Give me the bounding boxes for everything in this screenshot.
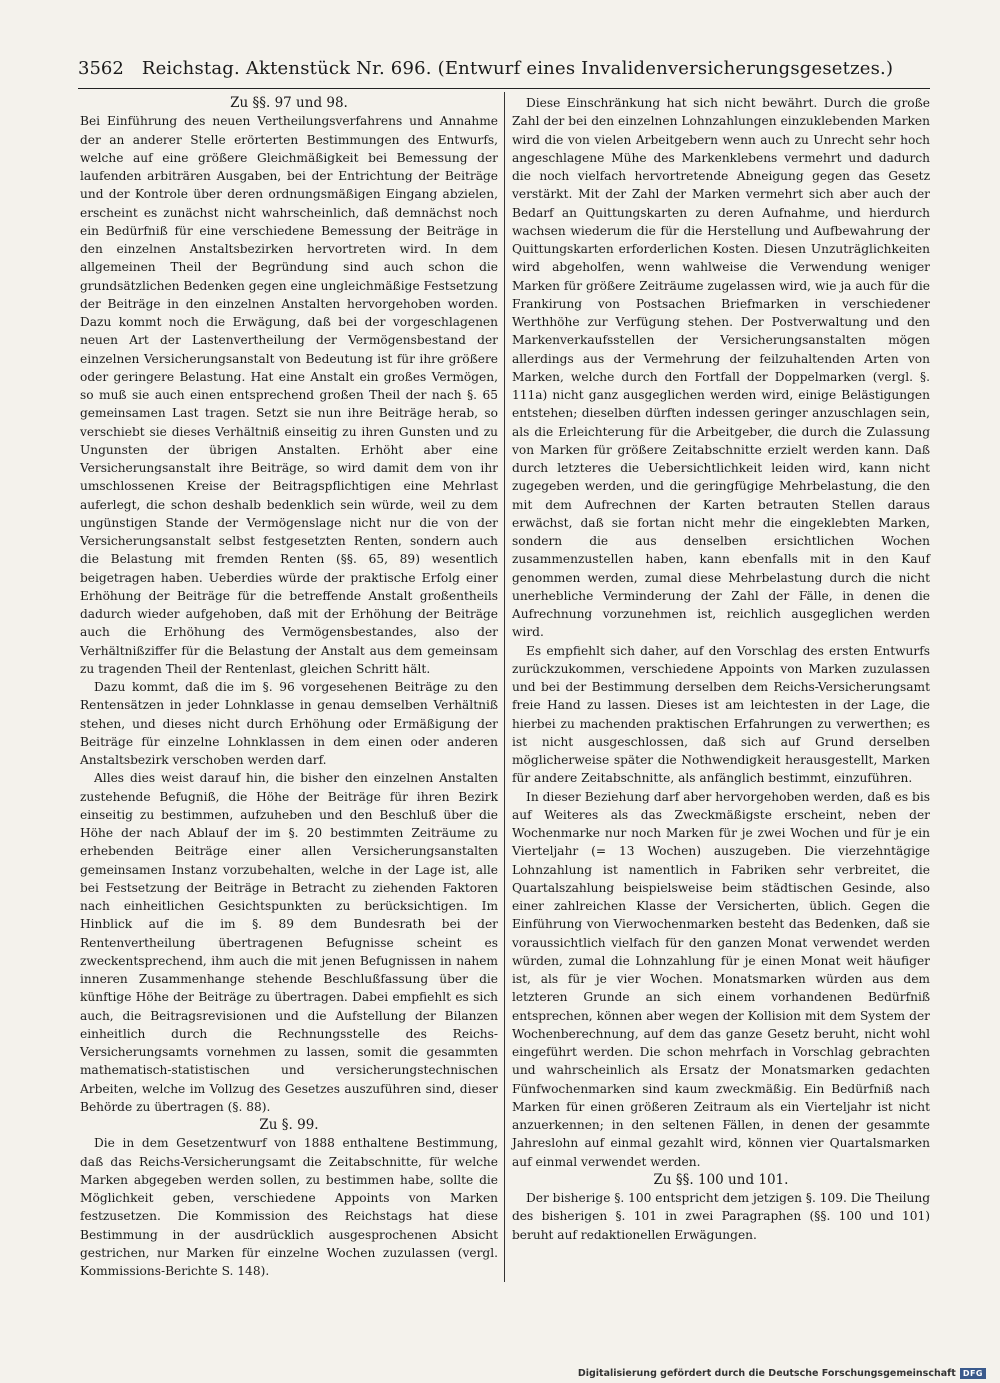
paragraph: In dieser Beziehung darf aber hervorgehoben werden, daß es bis auf Weiteres als das Zweckmäßigste erscheint, neben der Wochenmarke nur noch Marken für je zwei Wochen und für je ein Vierteljahr (= 13 Wochen) auszugeben. Die vierzehntägige Lohnzahlung ist namentlich in Fabriken sehr verbreitet, die Quartalszahlung beispielsweise beim städtischen Gesinde, also einer zahlreichen Klasse der Versicherten, üblich. Gegen die Einführung von Vierwochenmarken besteht das Bedenken, daß sie voraussichtlich vielfach für den ganzen Monat verwendet werden würden, zumal die Lohnzahlung für je einen Monat weit häufiger ist, als für je vier Wochen. Monatsmarken würden aus dem letzteren Grunde an sich einem vorhandenen Bedürfniß entsprechen, können aber wegen der Kollision mit dem System der Wochenberechnung, auf dem das ganze Gesetz beruht, nicht wohl eingeführt werden. Die schon mehrfach in Vorschlag gebrachten und wahrscheinlich als Ersatz der Monatsmarken gedachten Fünfwochenmarken sind kaum zweckmäßig. Ein Bedürfniß nach Marken für einen größeren Zeitraum als ein Vierteljahr ist nicht anzuerkennen; in den seltenen Fällen, in denen der gesammte Jahreslohn auf einmal gezahlt wird, können vier Quartalsmarken auf einmal verwendet werden. [512, 789, 930, 1169]
right-column [512, 94, 930, 1244]
paragraph: Die in dem Gesetzentwurf von 1888 enthaltene Bestimmung, daß das Reichs-Versicherungsamt die Zeitabschnitte, für welche Marken abgegeben werden sollen, zu bestimmen habe, sollte die Möglichkeit geben, verschiedene Appoints von Marken festzusetzen. Die Kommission des Reichstags hat diese Bestimmung in der ausdrücklich ausgesprochenen Absicht gestrichen, nur Marken für einzelne Wochen zuzulassen (vergl. Kommissions-Berichte S. 148). [80, 1136, 498, 1278]
running-title: Reichstag. Aktenstück Nr. 696. (Entwurf eines Invalidenversicherungsgesetzes.) [141, 58, 894, 79]
paragraph: Alles dies weist darauf hin, die bisher den einzelnen Anstalten zustehende Befugniß, die Höhe der Beiträge für ihren Bezirk einseitig zu bestimmen, aufzuheben und den Beschluß über die Höhe der nach Ablauf der im §. 20 bestimmten Zeiträume zu erhebenden Beiträge einer allen Versicherungsanstalten gemeinsamen Instanz vorzubehalten, welche in der Lage ist, alle bei Festsetzung der Beiträge in Betracht zu ziehenden Faktoren nach einheitlichen Gesichtspunkten zu berücksichtigen. Im Hinblick auf die im §. 89 dem Bundesrath bei der Rentenvertheilung übertragenen Befugnisse scheint es zweckentsprechend, ihm auch die mit jenen Befugnissen in nahem inneren Zusammenhange stehende Beschlußfassung über die künftige Höhe der Beiträge zu übertragen. Dabei empfiehlt es sich auch, die Beitragsrevisionen und die Aufstellung der Bilanzen einheitlich durch die Rechnungsstelle des Reichs-Versicherungsamts vornehmen zu lassen, somit die gesammten mathematisch-statistischen und versicherungstechnischen Arbeiten, welche im Vollzug des Gesetzes auszuführen sind, dieser Behörde zu übertragen (§. 88). [80, 771, 498, 1114]
section-heading: Zu §§. 97 und 98. [230, 95, 348, 111]
left-column [80, 94, 498, 1280]
page-header [78, 58, 958, 84]
paragraph: Dazu kommt, daß die im §. 96 vorgesehenen Beiträge zu den Rentensätzen in jeder Lohnklasse in genau demselben Verhältniß stehen, und dieses nicht durch Erhöhung oder Ermäßigung der Beiträge für einzelne Lohnklassen in dem einen oder anderen Anstaltsbezirk verschoben werden darf. [80, 680, 498, 767]
paragraph: Es empfiehlt sich daher, auf den Vorschlag des ersten Entwurfs zurückzukommen, verschiedene Appoints von Marken zuzulassen und bei der Bestimmung derselben dem Reichs-Versicherungsamt freie Hand zu lassen. Dieses ist am leichtesten in der Lage, die hierbei zu machenden praktischen Erfahrungen zu verwerthen; es ist nicht ausgeschlossen, daß sich auf Grund derselben möglicherweise später die Nothwendigkeit herausgestellt, Marken für andere Zeitabschnitte, als anfänglich bestimmt, einzuführen. [512, 643, 930, 786]
dfg-logo: DFG [960, 1368, 986, 1379]
column-divider [504, 92, 505, 1282]
section-heading: Zu §. 99. [259, 1117, 319, 1133]
header-rule [78, 88, 930, 89]
paragraph: Der bisherige §. 100 entspricht dem jetzigen §. 109. Die Theilung des bisherigen §. 101 in zwei Paragraphen (§§. 100 und 101) beruht auf redaktionellen Erwägungen. [512, 1191, 930, 1242]
paragraph: Diese Einschränkung hat sich nicht bewährt. Durch die große Zahl der bei den einzelnen Lohnzahlungen einzuklebenden Marken wird die von vielen Arbeitgebern wenn auch zu Unrecht sehr hoch angeschlagene Mühe des Markenklebens vermehrt und dadurch die noch vielfach hervortretende Abneigung gegen das Gesetz verstärkt. Mit der Zahl der Marken vermehrt sich aber auch der Bedarf an Quittungskarten zu deren Aufnahme, und hierdurch wachsen wiederum die für die Herstellung und Aufbewahrung der Quittungskarten erforderlichen Kosten. Diesen Unzuträglichkeiten wird abgeholfen, wenn wahlweise die Verwendung weniger Marken für größere Zeiträume zugelassen wird, wie ja auch für die Frankirung von Postsachen Briefmarken in verschiedener Werthhöhe zur Verfügung stehen. Der Postverwaltung und den Markenverkaufsstellen der Versicherungsanstalten mögen allerdings aus der Vermehrung der feilzuhaltenden Arten von Marken, welche durch den Fortfall der Doppelmarken (vergl. §. 111a) nicht ganz ausgeglichen werden wird, einige Belästigungen entstehen; dieselben dürften indessen geringer anzuschlagen sein, als die Erleichterung für die Arbeitgeber, die durch die Zulassung von Marken für größere Zeitabschnitte erzielt werden kann. Daß durch letzteres die Uebersichtlichkeit leiden wird, kann nicht zugegeben werden, und die geringfügige Mehrbelastung, die den mit dem Aufrechnen der Karten betrauten Stellen daraus erwächst, daß sie fortan nicht mehr die eingeklebten Marken, sondern die aus denselben ersichtlichen Wochen zusammenzustellen haben, kann ebenfalls mit in den Kauf genommen werden, zumal diese Mehrbelastung durch die nicht unerhebliche Verminderung der Zahl der Fälle, in denen die Aufrechnung vorzunehmen ist, reichlich ausgeglichen werden wird. [512, 96, 930, 640]
page-number: 3562 [78, 58, 124, 79]
digitization-credit [577, 1366, 986, 1380]
section-heading: Zu §§. 100 und 101. [653, 1171, 789, 1188]
credit-text: Digitalisierung gefördert durch die Deutsche Forschungsgemeinschaft [577, 1367, 956, 1379]
paragraph: Bei Einführung des neuen Vertheilungsverfahrens und Annahme der an anderer Stelle erörterten Bestimmungen des Entwurfs, welche auf eine größere Gleichmäßigkeit bei Bemessung der laufenden arbiträren Ausgaben, bei der Entrichtung der Beiträge und der Kontrole über deren ordnungsmäßigen Eingang abzielen, erscheint es zunächst nicht wahrscheinlich, daß demnächst noch ein Bedürfniß für eine verschiedene Bemessung der Beiträge in den einzelnen Anstaltsbezirken hervortreten wird. In dem allgemeinen Theil der Begründung sind auch schon die grundsätzlichen Bedenken gegen eine ungleichmäßige Festsetzung der Beiträge in den einzelnen Anstalten hervorgehoben worden. Dazu kommt noch die Erwägung, daß bei der vorgeschlagenen neuen Art der Lastenvertheilung der Vermögensbestand der einzelnen Versicherungsanstalt von Bedeutung ist für ihre größere oder geringere Belastung. Hat eine Anstalt ein großes Vermögen, so muß sie auch einen entsprechend großen Theil der nach §. 65 gemeinsamen Last tragen. Setzt sie nun ihre Beiträge herab, so verschiebt sie dieses Verhältniß einseitig zu ihren Gunsten und zu Ungunsten der übrigen Anstalten. Erhöht aber eine Versicherungsanstalt ihre Beiträge, so wird damit dem von ihr umschlossenen Kreise der Beitragspflichtigen eine Mehrlast auferlegt, die schon deshalb bedenklich sein würde, weil zu dem ungünstigen Stande der Vermögenslage nicht nur die von der Versicherungsanstalt selbst festgesetzten Renten, sondern auch die Belastung mit fremden Renten (§§. 65, 89) wesentlich beigetragen haben. Ueberdies würde der praktische Erfolg einer Erhöhung der Beiträge für die betreffende Anstalt großentheils dadurch wieder aufgehoben, daß mit der Erhöhung der Beiträge auch die Erhöhung des Vermögensbestandes, also der Verhältnißziffer für die Belastung der Anstalt aus dem gemeinsam zu tragenden Theil der Rentenlast, gleichen Schritt hält. [80, 114, 498, 676]
